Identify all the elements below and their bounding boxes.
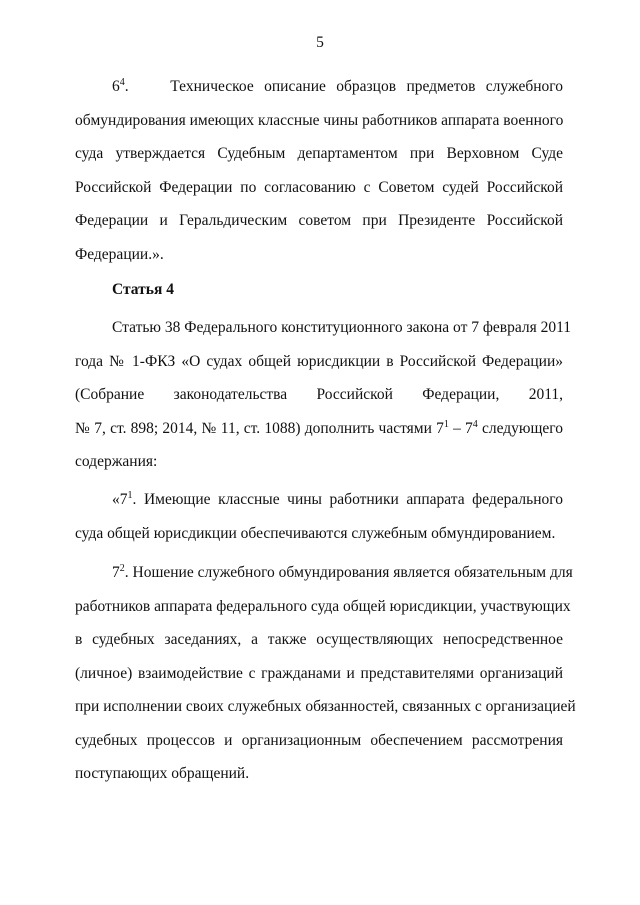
text-fragment: . Имеющие классные чины работники аппарата федерального bbox=[132, 491, 563, 508]
paragraph-superscript: 4 bbox=[119, 76, 125, 88]
text-line: $6^4$. Техническое описание образцов предметов служебного bbox=[112, 76, 563, 95]
text-line: (Собрание законодательства Российской Федерации, 2011, bbox=[75, 386, 563, 403]
article-heading: Статья 4 bbox=[112, 281, 174, 298]
text-line bbox=[75, 418, 563, 452]
text-line: в судебных заседаниях, а также осуществляющих непосредственное bbox=[75, 631, 563, 648]
text-line: суда утверждается Судебным департаментом при Верховном Суде bbox=[75, 145, 563, 162]
text-fragment: 7 bbox=[112, 564, 120, 581]
text-line: (личное) взаимодействие с гражданами и представителями организаций bbox=[75, 664, 563, 682]
text-line bbox=[75, 562, 573, 596]
text-fragment: № 7, ст. 898; 2014, № 11, ст. 1088) дополнить частями 7 bbox=[75, 419, 444, 437]
paragraph-6-4 bbox=[75, 76, 563, 277]
text-line: обмундирования имеющих классные чины работников аппарата военного bbox=[75, 111, 564, 129]
text-line: Статью 38 Федерального конституционного закона от 7 февраля 2011 bbox=[112, 319, 572, 336]
text-line-content: Техническое описание образцов предметов служебного bbox=[170, 78, 563, 95]
article-paragraph bbox=[75, 317, 572, 485]
text-line: Российской Федерации по согласованию с Советом судей Российской bbox=[75, 178, 563, 196]
text-line: при исполнении своих служебных обязанностей, связанных с организацией bbox=[75, 698, 576, 715]
text-fragment: – 7 bbox=[448, 419, 473, 437]
text-line bbox=[75, 489, 563, 523]
text-line: судебных процессов и организационным обеспечением рассмотрения bbox=[75, 731, 563, 749]
text-fragment: . Ношение служебного обмундирования является обязательным для bbox=[124, 564, 573, 581]
text-line: поступающих обращений. bbox=[75, 765, 250, 782]
text-line: содержания: bbox=[75, 453, 158, 470]
text-line: года № 1-ФКЗ «О судах общей юрисдикции в Российской Федерации» bbox=[75, 352, 563, 370]
paragraph-7-2 bbox=[75, 562, 576, 797]
text-line: Федерации и Геральдическим советом при Президенте Российской bbox=[75, 212, 563, 229]
text-fragment: следующего bbox=[477, 419, 564, 437]
paragraph-7-1 bbox=[75, 489, 563, 556]
paragraph-number: 6 bbox=[112, 78, 120, 95]
text-line: работников аппарата федерального суда общей юрисдикции, участвующих bbox=[75, 597, 571, 615]
text-line: Федерации.». bbox=[75, 245, 164, 263]
text-line: суда общей юрисдикции обеспечиваются служебным обмундированием. bbox=[75, 524, 556, 542]
superscript: 1 bbox=[443, 418, 449, 430]
page-number: 5 bbox=[316, 34, 324, 51]
superscript: 1 bbox=[127, 489, 133, 501]
superscript: 4 bbox=[472, 418, 478, 430]
text-fragment: «7 bbox=[112, 491, 128, 508]
superscript: 2 bbox=[119, 562, 125, 574]
